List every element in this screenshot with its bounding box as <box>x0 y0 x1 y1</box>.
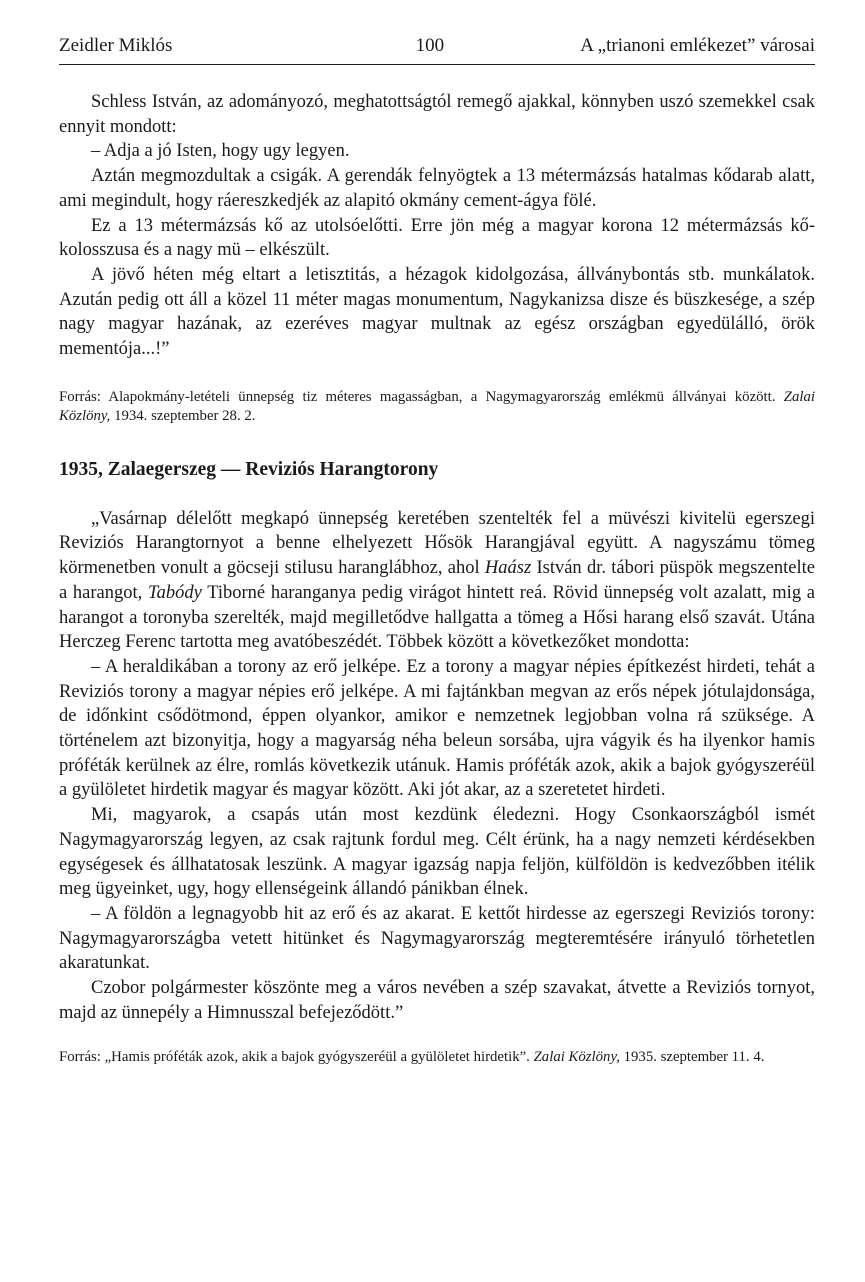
paragraph-text: „Vasárnap délelőtt megkapó ünnepség keretében szentelték fel a müvészi kivitelü egerszegi Reviziós Harangtornyot a benne elhelyezett Hősök Harangjával együtt. A nagyszámu tömeg körmenetben vonult a göcseji stilusu haranglábhoz, ahol <box>59 508 815 579</box>
header-rule <box>59 64 815 65</box>
paragraph: A jövő héten még eltart a letisztitás, a hézagok kidolgozása, állványbontás stb. munkálatok. Azután pedig ott áll a közel 11 méter magas monumentum, Nagykanizsa disze és büszkesége, a szép nagy magyar hazának, az ezeréves magyar multnak az egész országban egyedülálló, örök mementója...!” <box>59 264 815 360</box>
header-author: Zeidler Miklós <box>59 35 173 56</box>
section-heading: 1935, Zalaegerszeg — Reviziós Harangtorony <box>59 458 439 480</box>
source-text: Forrás: Alapokmány-letételi ünnepség tiz méteres magasságban, a Nagymagyarország emlékmü állványai között. <box>59 388 784 405</box>
paragraph: Czobor polgármester köszönte meg a város nevében a szép szavakat, átvette a Reviziós tornyot, majd az ünnepély a Himnusszal befejeződött.” <box>59 978 815 1023</box>
header-book-title: A „trianoni emlékezet” városai <box>580 35 815 56</box>
paragraph: Aztán megmozdultak a csigák. A gerendák felnyögtek a 13 métermázsás hatalmas kődarab alatt, ami megindult, hogy ráereszkedjék az alapitó okmány cement-ágya fölé. <box>59 166 815 211</box>
paragraph: – A földön a legnagyobb hit az erő és az akarat. E kettőt hirdesse az egerszegi Reviziós torony: Nagymagyarországba vetett hitünket és Nagymagyarország megteremtésére irányuló törhetetlen akaratunkat. <box>59 903 815 974</box>
source-journal: Zalai Közlöny, <box>59 388 815 424</box>
source-note <box>59 388 815 426</box>
source-date: 1934. szeptember 28. 2. <box>110 407 256 424</box>
paragraph: Mi, magyarok, a csapás után most kezdünk éledezni. Hogy Csonkaországból ismét Nagymagyarország legyen, az csak rajtunk fordul meg. Célt érünk, ha a nagy nemzeti kérdésekben egységesek és állhatatosak leszünk. A magyar igazság napja feljön, külföldön is kedvezőbben itélik meg ügyeinket, ugy, hogy ellenségeink állandó pánikban élnek. <box>59 805 815 900</box>
paragraph: – A heraldikában a torony az erő jelképe. Ez a torony a magyar népies építkezést hirdeti, tehát a Reviziós torony a magyar népies erő jelképe. A mi fajtánkban megvan az erős népek jótulajdonsága, de időnkint csődötmond, éppen olyankor, amikor e nemzetnek legjobban volna rá szüksége. A történelem azt bizonyitja, hogy a magyarság néha beleun sorsába, ujra vágyik és ha ilyenkor hamis próféták kerülnek az élre, romlás következik utánuk. Hamis próféták azok, akik a bajok gyógyszeréül a gyülöletet hirdetik magyar és magyar között. Aki jót akar, az a szeretetet hirdeti. <box>59 656 815 801</box>
source-note <box>59 1048 815 1067</box>
running-header <box>59 34 815 58</box>
paragraph: Ez a 13 métermázsás kő az utolsóelőtti. Erre jön még a magyar korona 12 métermázsás kő-kolosszusa és a nagy mü – elkészült. <box>59 215 815 261</box>
paragraph: – Adja a jó Isten, hogy ugy legyen. <box>91 141 350 162</box>
paragraph-text: Tiborné haranganya pedig virágot hintett reá. Rövid ünnepség volt azalatt, mig a harangot a toronyba szerelték, majd megilletődve hallgatta a tömeg a Hősi harang első szavát. Utána Herczeg Ferenc tartotta meg avatóbeszédét. Többek között a következőket mondotta: <box>59 582 815 653</box>
source-date: 1935. szeptember 11. 4. <box>619 1048 765 1065</box>
person-name: Haász <box>484 558 532 579</box>
paragraph: Schless István, az adományozó, meghatottságtól remegő ajakkal, könnyben uszó szemekkel csak ennyit mondott: <box>59 92 815 137</box>
person-name: Tabódy <box>148 582 202 603</box>
page-content <box>59 90 815 1067</box>
source-journal: Zalai Közlöny, <box>533 1048 620 1065</box>
page-number: 100 <box>415 35 445 56</box>
paragraph-text: István dr. tábori püspök megszentelte a harangot, <box>59 558 815 603</box>
source-text: Forrás: „Hamis próféták azok, akik a bajok gyógyszeréül a gyülöletet hirdetik”. <box>59 1048 534 1065</box>
paragraph <box>59 507 815 655</box>
